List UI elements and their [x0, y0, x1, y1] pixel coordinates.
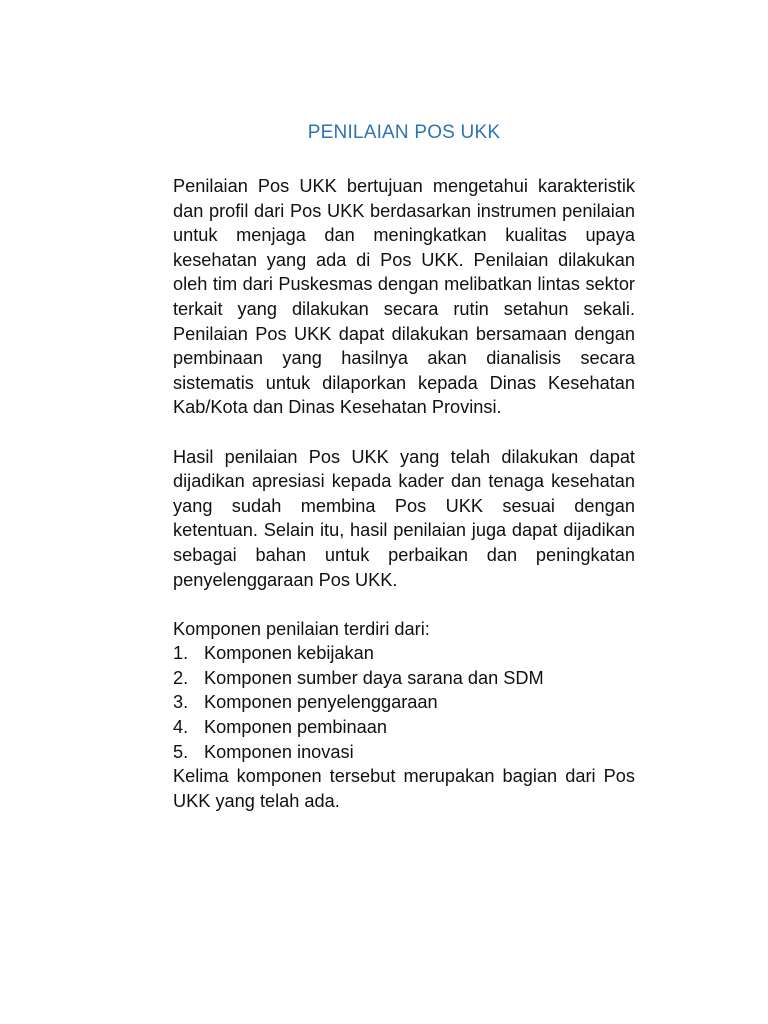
- list-item: [173, 715, 635, 740]
- paragraph-spacer: [173, 592, 635, 617]
- list-intro: Komponen penilaian terdiri dari:: [173, 618, 430, 639]
- component-list: [173, 641, 635, 764]
- document-page: [173, 120, 635, 813]
- paragraph-purpose: Penilaian Pos UKK bertujuan mengetahui karakteristik dan profil dari Pos UKK berdasarkan instrumen penilaian untuk menjaga dan meningkatkan kualitas upaya kesehatan yang ada di Pos UKK. Penilaian dilakukan oleh tim dari Puskesmas dengan melibatkan lintas sektor terkait yang dilakukan secara rutin setahun sekali. Penilaian Pos UKK dapat dilakukan bersamaan dengan pembinaan yang hasilnya akan dianalisis secara sistematis untuk dilaporkan kepada Dinas Kesehatan Kab/Kota dan Dinas Kesehatan Provinsi.: [173, 176, 635, 418]
- list-item-number: 2.: [173, 667, 189, 688]
- list-item: [173, 740, 635, 765]
- list-item-text: Komponen pembinaan: [204, 717, 388, 738]
- list-item-text: Komponen inovasi: [204, 741, 354, 762]
- page-title: PENILAIAN POS UKK: [307, 122, 501, 143]
- list-item-number: 3.: [173, 692, 189, 713]
- list-item: [173, 690, 635, 715]
- list-item-number: 5.: [173, 741, 189, 762]
- list-item: [173, 666, 635, 691]
- list-item: [173, 641, 635, 666]
- closing-paragraph: Kelima komponen tersebut merupakan bagian dari Pos UKK yang telah ada.: [173, 766, 635, 811]
- list-item-text: Komponen penyelenggaraan: [204, 692, 438, 713]
- list-item-text: Komponen kebijakan: [204, 643, 374, 664]
- list-item-text: Komponen sumber daya sarana dan SDM: [204, 667, 544, 688]
- paragraph-spacer: [173, 420, 635, 445]
- list-item-number: 4.: [173, 717, 189, 738]
- list-item-number: 1.: [173, 643, 189, 664]
- paragraph-results: Hasil penilaian Pos UKK yang telah dilakukan dapat dijadikan apresiasi kepada kader dan tenaga kesehatan yang sudah membina Pos UKK sesuai dengan ketentuan. Selain itu, hasil penilaian juga dapat dijadikan sebagai bahan untuk perbaikan dan peningkatan penyelenggaraan Pos UKK.: [173, 446, 635, 590]
